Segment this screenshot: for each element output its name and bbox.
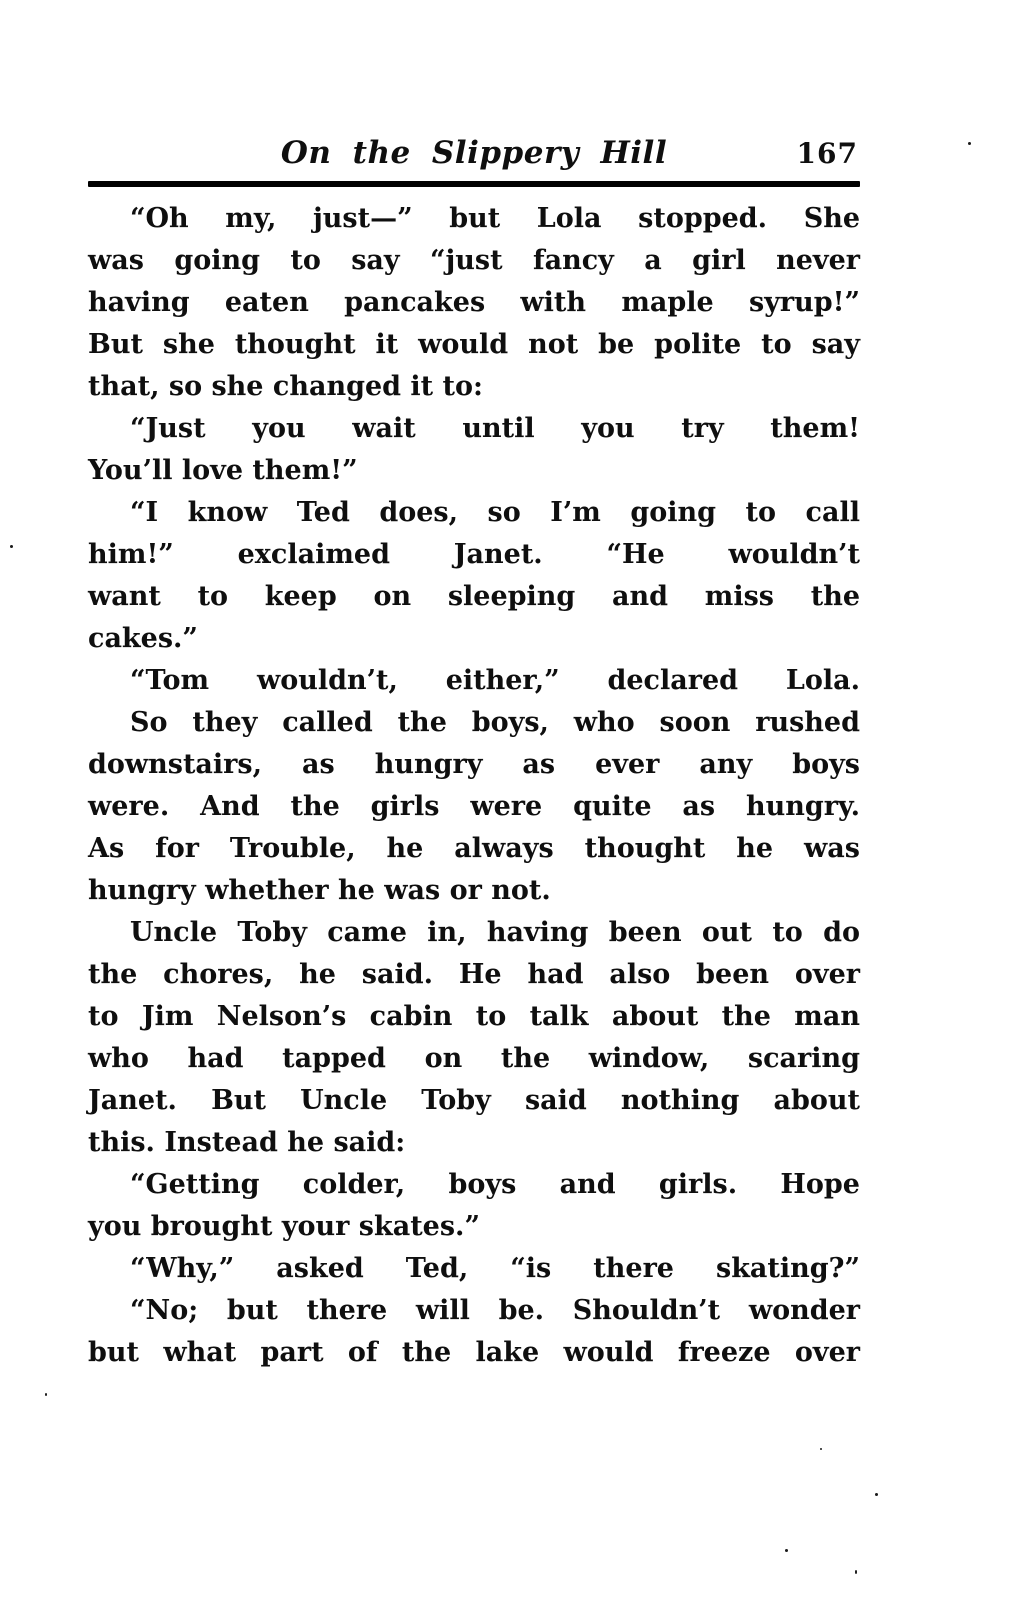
scan-speck [855,1570,857,1574]
paragraph [88,198,860,408]
running-header-title: On the Slippery Hill [280,135,668,171]
scan-speck [10,545,13,548]
running-header [88,134,860,178]
paragraph [88,1248,860,1290]
text-line: Uncle Toby came in, having been out to do [130,917,860,948]
text-line: to Jim Nelson’s cabin to talk about the man [88,1001,860,1032]
paragraph [88,492,860,660]
text-line: As for Trouble, he always thought he was [88,833,860,864]
text-line: that, so she changed it to: [88,371,483,402]
page-number: 167 [796,137,858,170]
text-line: “Why,” asked Ted, “is there skating?” [130,1253,860,1284]
scan-speck [968,142,971,145]
page-body [88,198,860,1374]
scan-speck [785,1549,788,1552]
scan-speck [820,1448,822,1450]
text-line: “Just you wait until you try them! [130,413,860,444]
paragraph [88,702,860,912]
scan-speck [45,1393,47,1396]
text-line: downstairs, as hungry as ever any boys [88,749,860,780]
text-line: who had tapped on the window, scaring [88,1043,860,1074]
text-block [88,134,860,1374]
text-line: You’ll love them!” [88,455,358,486]
text-line: “Oh my, just—” but Lola stopped. She [130,203,860,234]
text-line: “I know Ted does, so I’m going to call [130,497,860,528]
paragraph [88,660,860,702]
header-rule [88,181,860,187]
paragraph [88,1164,860,1248]
paragraph [88,912,860,1164]
paragraph [88,408,860,492]
text-line: this. Instead he said: [88,1127,406,1158]
text-line: you brought your skates.” [88,1211,480,1242]
text-line: cakes.” [88,623,198,654]
text-line: So they called the boys, who soon rushed [130,707,860,738]
text-line: was going to say “just fancy a girl never [88,245,860,276]
text-line: “Tom wouldn’t, either,” declared Lola. [130,665,860,696]
text-line: but what part of the lake would freeze over [88,1337,860,1368]
text-line: were. And the girls were quite as hungry. [88,791,860,822]
text-line: But she thought it would not be polite to say [88,329,860,360]
paragraph [88,1290,860,1374]
text-line: “No; but there will be. Shouldn’t wonder [130,1295,860,1326]
scan-speck [875,1493,878,1496]
text-line: having eaten pancakes with maple syrup!” [88,287,860,318]
text-line: him!” exclaimed Janet. “He wouldn’t [88,539,860,570]
text-line: want to keep on sleeping and miss the [88,581,860,612]
text-line: Janet. But Uncle Toby said nothing about [88,1085,860,1116]
text-line: the chores, he said. He had also been over [88,959,860,990]
text-line: “Getting colder, boys and girls. Hope [130,1169,860,1200]
text-line: hungry whether he was or not. [88,875,551,906]
